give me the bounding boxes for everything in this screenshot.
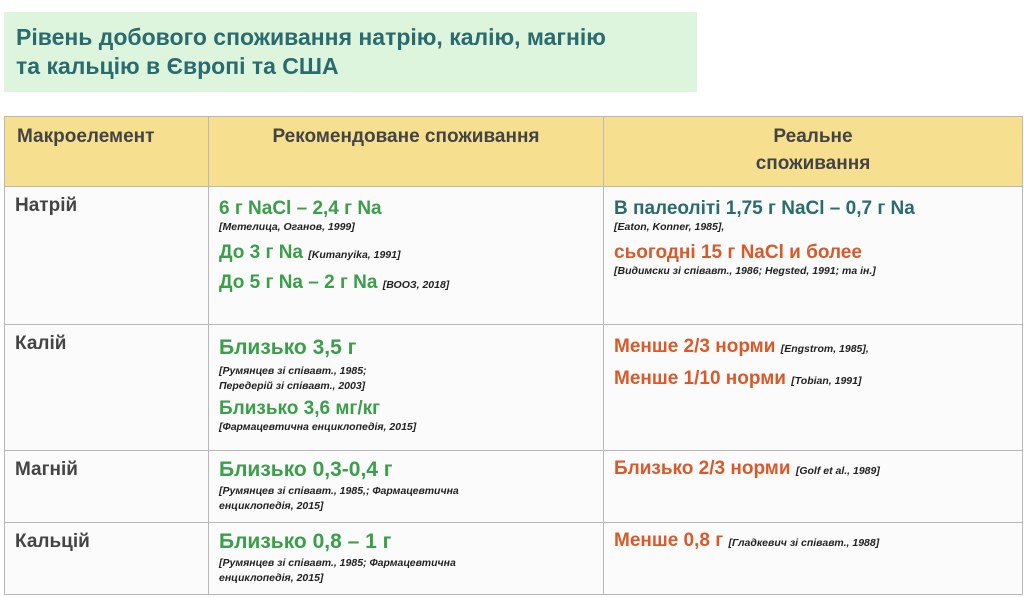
- real-value: Близько 2/3 норми: [614, 458, 791, 479]
- element-name: Натрій: [15, 195, 78, 216]
- header-real-line-1: Реальне: [773, 126, 853, 147]
- rec-ref: [Румянцев зі співавт., 1985;: [219, 365, 367, 377]
- rec-ref: [Kumanyika, 1991]: [308, 249, 401, 261]
- element-name: Калій: [15, 333, 67, 354]
- real-value: 15 г NaCl: [700, 242, 784, 263]
- table-row: [5, 325, 1023, 451]
- rec-ref: Передерій зі співавт., 2003]: [219, 380, 366, 392]
- real-cell: [604, 523, 1023, 595]
- real-ref: [Golf et al., 1989]: [795, 465, 880, 477]
- rec-ref: [ВООЗ, 2018]: [382, 279, 450, 291]
- rec-ref: [Метелица, Оганов, 1999]: [219, 221, 355, 233]
- real-ref: [Tobian, 1991]: [791, 375, 862, 387]
- rec-ref: енциклопедія, 2015]: [219, 572, 324, 584]
- rec-value: Близько 0,8 – 1 г: [219, 530, 392, 553]
- header-real: [604, 117, 1023, 187]
- table-row: [5, 523, 1023, 595]
- slide-title-line-2: та кальцію в Європі та США: [16, 53, 339, 79]
- slide-title-box: [4, 12, 697, 92]
- rec-value: До 5 г Na – 2 г Na: [219, 272, 378, 293]
- rec-ref: [Фармацевтична енциклопедія, 2015]: [219, 421, 417, 433]
- recommended-cell: [209, 451, 604, 523]
- real-value: Менше 1/10 норми: [614, 368, 786, 389]
- real-value: В палеоліті 1,75 г NaCl – 0,7 г Na: [614, 198, 915, 219]
- header-recommended: Рекомендоване споживання: [209, 117, 604, 187]
- rec-value: Близько 3,5 г: [219, 336, 357, 359]
- recommended-cell: [209, 187, 604, 325]
- header-element: Макроелемент: [5, 117, 209, 187]
- real-ref: [Видимски зі співавт., 1986; Hegsted, 1991; та ін.]: [614, 265, 876, 277]
- rec-value: Близько 0,3-0,4 г: [219, 458, 393, 481]
- rec-ref: [Румянцев зі співавт., 1985,; Фармацевтична: [219, 485, 459, 497]
- recommended-cell: [209, 523, 604, 595]
- real-value: сьогодні: [614, 242, 701, 263]
- real-value: Менше 0,8 г: [614, 530, 724, 551]
- real-ref: [Engstrom, 1985],: [780, 343, 869, 355]
- slide-title-line-1: Рівень добового споживання натрію, калію, магнію: [16, 24, 606, 50]
- rec-value: 6 г NaCl – 2,4 г Na: [219, 198, 382, 219]
- real-ref: [Гладкевич зі співавт., 1988]: [728, 537, 880, 549]
- rec-ref: [Румянцев зі співавт., 1985; Фармацевтична: [219, 557, 456, 569]
- real-cell: [604, 451, 1023, 523]
- table-header-row: [5, 117, 1023, 187]
- real-cell: [604, 325, 1023, 451]
- header-real-line-2: споживання: [755, 153, 871, 174]
- element-name: Магній: [15, 459, 78, 480]
- macroelement-table: [4, 116, 1023, 595]
- recommended-cell: [209, 325, 604, 451]
- table-row: [5, 451, 1023, 523]
- rec-ref: енциклопедія, 2015]: [219, 500, 324, 512]
- table-row: [5, 187, 1023, 325]
- rec-value: До 3 г Na: [219, 242, 303, 263]
- real-cell: [604, 187, 1023, 325]
- real-value: и более: [783, 242, 862, 263]
- rec-value: Близько 3,6 мг/кг: [219, 398, 381, 419]
- real-value: Менше 2/3 норми: [614, 336, 776, 357]
- element-name: Кальцій: [15, 531, 90, 552]
- real-ref: [Eaton, Konner, 1985],: [614, 221, 725, 233]
